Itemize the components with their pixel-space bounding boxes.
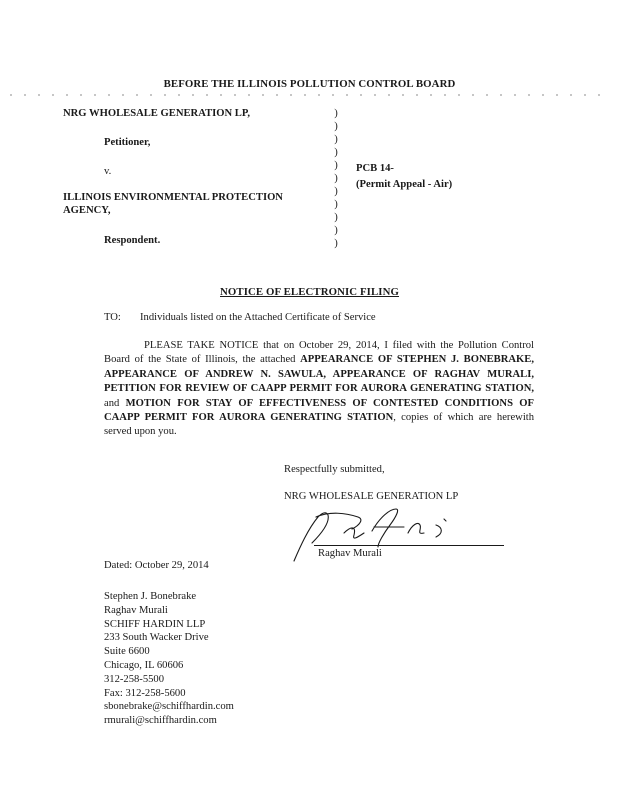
closing: Respectfully submitted, — [284, 464, 385, 475]
to-label: TO: — [104, 312, 121, 323]
notice-body-part1: PLEASE TAKE NOTICE that on October 29, 2014, I filed with the Pollution Control Board of the State of Illinois, the attached — [104, 340, 534, 366]
caption-paren: ) — [334, 134, 338, 145]
contact-block — [104, 590, 234, 728]
notice-title: NOTICE OF ELECTRONIC FILING — [220, 286, 399, 298]
contact-line: Stephen J. Bonebrake — [104, 591, 197, 602]
notice-body — [104, 339, 534, 440]
caption-paren: ) — [334, 186, 338, 197]
case-number: PCB 14- — [356, 163, 394, 174]
dated-line: Dated: October 29, 2014 — [104, 560, 209, 571]
contact-email[interactable]: rmurali@schiffhardin.com — [104, 715, 217, 727]
contact-line: 312-258-5500 — [104, 673, 165, 685]
contact-line: 233 South Wacker Drive — [104, 632, 209, 644]
contact-line: Suite 6600 — [104, 646, 150, 658]
notice-body-bold2: MOTION FOR STAY OF EFFECTIVENESS OF CONTESTED CONDITIONS OF CAAPP PERMIT FOR AURORA GENERATING STATION — [104, 397, 534, 424]
page-title: BEFORE THE ILLINOIS POLLUTION CONTROL BOARD — [163, 78, 456, 90]
versus-label: v. — [104, 166, 112, 177]
caption-paren: ) — [334, 160, 338, 171]
contact-line: Fax: 312-258-5600 — [104, 687, 186, 699]
contact-line: Chicago, IL 60606 — [104, 659, 184, 671]
notice-body-bold: APPEARANCE OF STEPHEN J. BONEBRAKE, APPEARANCE OF ANDREW N. SAWULA, APPEARANCE OF RAGHAV MURALI, PETITION FOR REVIEW OF CAAPP PERMIT FOR AURORA GENERATING STATION, — [104, 354, 534, 395]
caption-paren: ) — [334, 238, 338, 249]
notice-body-part2: , copies of which are herewith served upon you. — [104, 412, 534, 438]
petitioner-role: Petitioner, — [104, 137, 151, 148]
dotted-rule — [4, 94, 610, 96]
caption-paren: ) — [334, 147, 338, 158]
caption-paren: ) — [334, 225, 338, 236]
signing-entity: NRG WHOLESALE GENERATION LP — [284, 491, 459, 502]
notice-body-and: and — [104, 397, 126, 409]
caption-paren: ) — [334, 199, 338, 210]
signature-line — [314, 545, 504, 546]
respondent-role: Respondent. — [104, 235, 161, 246]
caption-paren: ) — [334, 212, 338, 223]
contact-email[interactable]: sbonebrake@schiffhardin.com — [104, 701, 234, 713]
respondent-name-line1: ILLINOIS ENVIRONMENTAL PROTECTION — [63, 192, 283, 203]
caption-paren: ) — [334, 173, 338, 184]
caption-paren: ) — [334, 108, 338, 119]
to-text: Individuals listed on the Attached Certificate of Service — [140, 312, 376, 323]
case-type: (Permit Appeal - Air) — [356, 179, 453, 190]
caption-paren: ) — [334, 121, 338, 132]
contact-line: Raghav Murali — [104, 604, 168, 616]
signer-name: Raghav Murali — [318, 548, 382, 559]
respondent-name-line2: AGENCY, — [63, 205, 111, 216]
contact-line: SCHIFF HARDIN LLP — [104, 618, 206, 630]
petitioner-name: NRG WHOLESALE GENERATION LP, — [63, 108, 251, 119]
